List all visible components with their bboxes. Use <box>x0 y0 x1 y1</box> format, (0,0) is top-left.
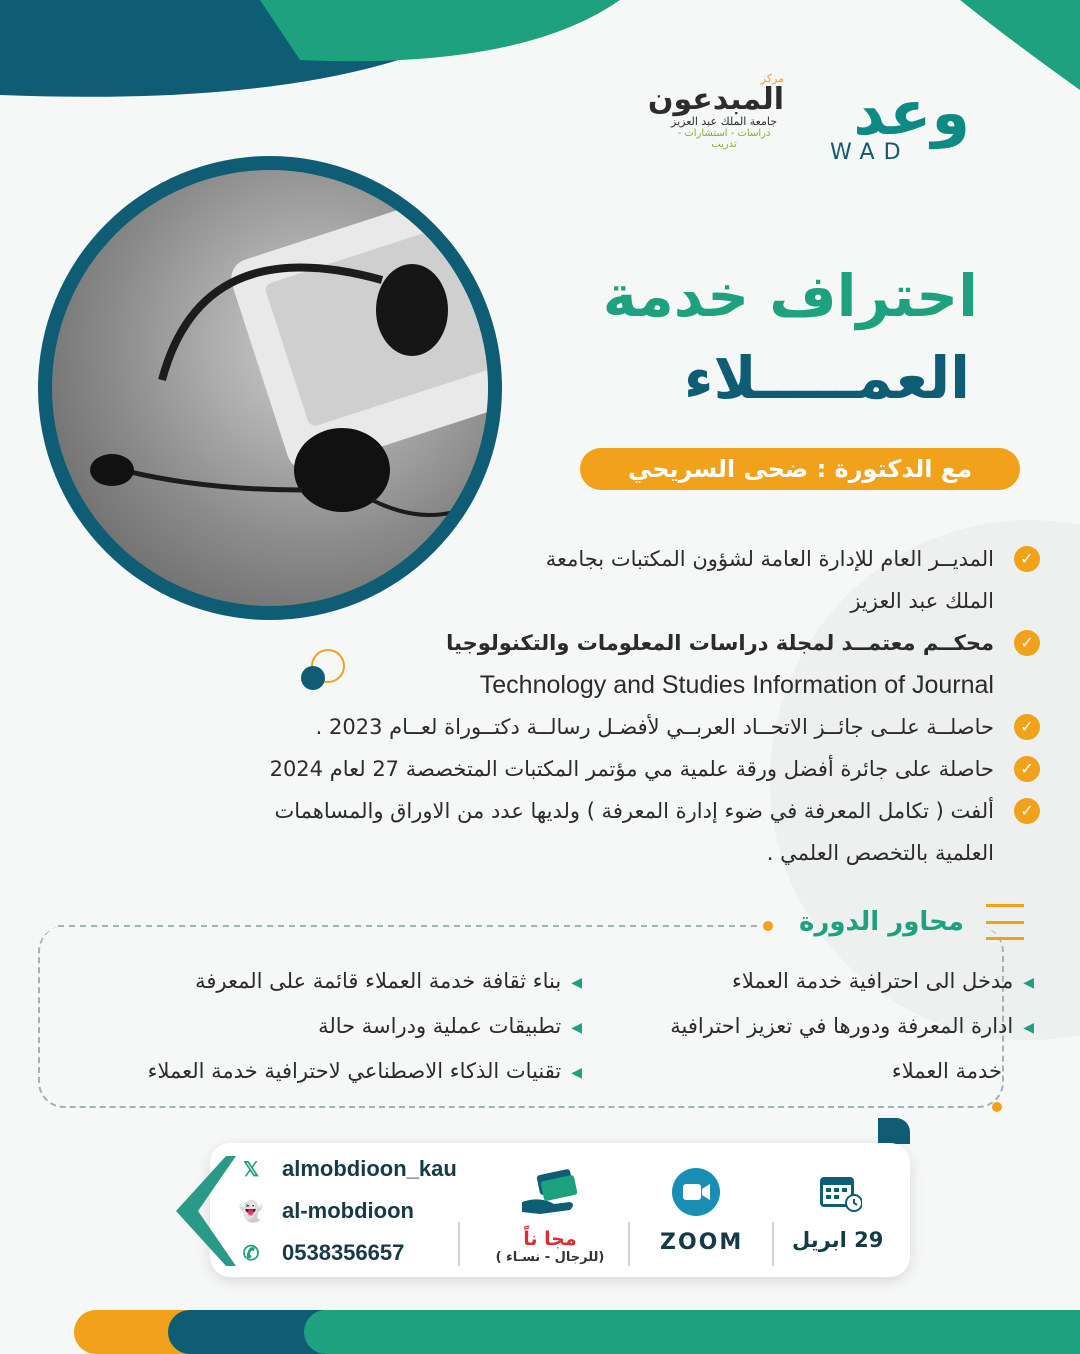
divider <box>628 1222 630 1266</box>
course-date: 29 ابريل <box>792 1228 884 1252</box>
money-hand-icon <box>520 1168 580 1218</box>
free-label: مجا ناً <box>523 1228 577 1250</box>
bio-text: حاصلة على جائرة أفضل ورقة علمية مي مؤتمر المكتبات المتخصصة 27 لعام 2024 <box>269 757 994 781</box>
axis-item: ◀ تقنيات الذكاء الاصطناعي لاحترافية خدمة العملاء <box>52 1050 582 1095</box>
calendar-icon <box>818 1172 862 1212</box>
twitter-row[interactable] <box>238 1156 457 1182</box>
platform-label: ZOOM <box>660 1230 744 1255</box>
course-title-line1: احتراف خدمة <box>602 262 978 330</box>
instructor-badge: مع الدكتورة : ضحى السريحي <box>580 448 1020 490</box>
mobdioon-subtitle: دراسات - استشارات - تدريب <box>677 128 771 150</box>
audience-label: (للرجال - نسـاء ) <box>495 1250 605 1265</box>
axis-item: ◀ بناء ثقافة خدمة العملاء قائمة على المعرفة <box>52 960 582 1005</box>
whatsapp-row[interactable] <box>238 1240 404 1266</box>
bio-item <box>140 748 1040 790</box>
footer-stripe-teal <box>304 1310 1080 1354</box>
divider <box>772 1222 774 1266</box>
bio-item <box>140 790 1040 874</box>
instructor-bio <box>140 538 1040 874</box>
x-twitter-icon: 𝕏 <box>242 1158 260 1181</box>
mobdioon-top: مركز <box>760 72 784 85</box>
bio-item <box>140 538 1040 622</box>
bio-item <box>140 622 1040 706</box>
list-icon <box>986 904 1024 940</box>
check-icon: ✓ <box>1014 714 1040 740</box>
divider <box>458 1222 460 1266</box>
wad-logo <box>830 76 970 165</box>
bio-text-cont: الملك عبد العزيز <box>850 589 994 613</box>
axes-dashed-top <box>38 918 778 934</box>
info-bar-tab <box>878 1118 910 1144</box>
bio-text: محكــم معتمــد لمجلة دراسات المعلومات والتكنولوجيا <box>446 631 994 655</box>
zoom-icon <box>672 1168 720 1216</box>
bio-text: المديــر العام للإدارة العامة لشؤون المكتبات بجامعة <box>545 547 994 571</box>
course-title-line2: العمـــــلاء <box>683 344 970 412</box>
wad-logo-english: WAD <box>830 140 910 165</box>
bio-text-cont: العلمية بالتخصص العلمي . <box>766 841 994 865</box>
triangle-icon: ◀ <box>1023 1020 1034 1036</box>
mobdioon-logo <box>647 72 784 172</box>
snapchat-icon: 👻 <box>238 1200 264 1223</box>
axes-right-column <box>594 960 1034 1093</box>
chevron-left-icon <box>166 1156 236 1266</box>
mobdioon-name: المبدعون <box>647 82 784 117</box>
price-info <box>490 1228 610 1265</box>
whatsapp-icon: ✆ <box>242 1242 260 1265</box>
check-icon: ✓ <box>1014 756 1040 782</box>
bio-text: ألفت ( تكامل المعرفة في ضوء إدارة المعرفة ) ولديها عدد من الاوراق والمساهمات <box>274 799 994 823</box>
wad-logo-arabic: وعد <box>853 76 970 149</box>
check-icon: ✓ <box>1014 630 1040 656</box>
check-icon: ✓ <box>1014 798 1040 824</box>
check-icon: ✓ <box>1014 546 1040 572</box>
bio-item <box>140 706 1040 748</box>
axes-left-column <box>52 960 582 1095</box>
course-axes-title: محاور الدورة <box>799 907 964 937</box>
mobdioon-university: جامعة الملك عبد العزيز <box>671 115 777 128</box>
triangle-icon: ◀ <box>571 975 582 991</box>
bio-text: حاصلــة علــى جائــز الاتحــاد العربــي لأفضـل رسالــة دكتــوراة لعــام 2023 . <box>315 715 994 739</box>
triangle-icon: ◀ <box>571 1020 582 1036</box>
triangle-icon: ◀ <box>1023 975 1034 991</box>
bio-text-english: Technology and Studies Information of Journal <box>479 671 994 699</box>
snapchat-row[interactable] <box>238 1198 414 1224</box>
axes-dot <box>990 1100 1004 1114</box>
axis-item-cont: خدمة العملاء <box>891 1059 1002 1083</box>
axis-item: ◀ مدخل الى احترافية خدمة العملاء <box>594 960 1034 1005</box>
twitter-handle: almobdioon_kau <box>282 1156 457 1181</box>
axis-item: ◀ ادارة المعرفة ودورها في تعزيز احترافية <box>594 1005 1034 1050</box>
phone-number: 0538356657 <box>282 1240 405 1265</box>
triangle-icon: ◀ <box>571 1065 582 1081</box>
axis-item: ◀ تطبيقات عملية ودراسة حالة <box>52 1005 582 1050</box>
course-axes-header <box>799 904 1024 940</box>
snapchat-handle: al-mobdioon <box>282 1198 414 1223</box>
